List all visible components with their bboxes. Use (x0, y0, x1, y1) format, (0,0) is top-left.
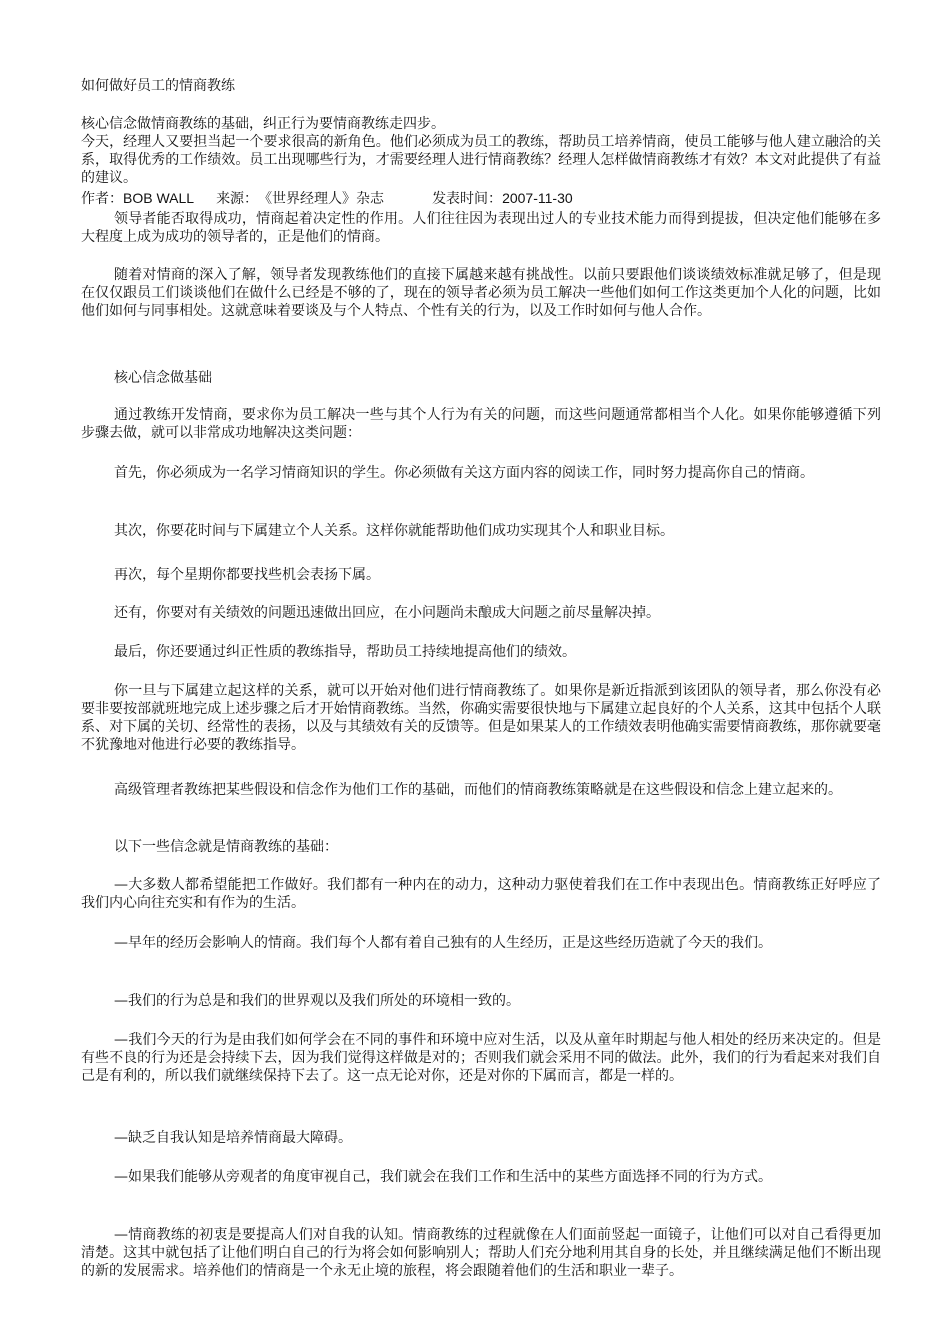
paragraph: 你一旦与下属建立起这样的关系，就可以开始对他们进行情商教练了。如果你是新近指派到该团队的领导者，那么你没有必要非要按部就班地完成上述步骤之后才开始情商教练。当然，你确实需要很快地与下属建立起良好的个人关系，这其中包括个人联系、对下属的关切、经常性的表扬，以及与其绩效有关的反馈等。但是如果某人的工作绩效表明他确实需要情商教练，那你就要毫不犹豫地对他进行必要的教练指导。 (81, 683, 881, 753)
paragraph: 高级管理者教练把某些假设和信念作为他们工作的基础，而他们的情商教练策略就是在这些假设和信念上建立起来的。 (114, 782, 842, 798)
publish-date: 2007-11-30 (502, 190, 573, 206)
belief-item: —我们今天的行为是由我们如何学会在不同的事件和环境中应对生活，以及从童年时期起与他人相处的经历来决定的。但是有些不良的行为还是会持续下去，因为我们觉得这样做是对的；否则我们就会采用不同的做法。此外，我们的行为看起来对我们自己是有利的，所以我们就继续保持下去了。这一点无论对你，还是对你的下属而言，都是一样的。 (81, 1032, 881, 1084)
belief-item: —情商教练的初衷是要提高人们对自我的认知。情商教练的过程就像在人们面前竖起一面镜子，让他们可以对自己看得更加清楚。这其中就包括了让他们明白自己的行为将会如何影响别人；帮助人们充分地利用其自身的长处，并且继续满足他们不断出现的新的发展需求。培养他们的情商是一个永无止境的旅程，将会跟随着他们的生活和职业一辈子。 (81, 1227, 881, 1279)
belief-item: —缺乏自我认知是培养情商最大障碍。 (114, 1130, 352, 1146)
section-heading: 核心信念做基础 (114, 370, 212, 386)
intro-paragraph: 今天，经理人又要担当起一个要求很高的新角色。他们必须成为员工的教练，帮助员工培养情商，使员工能够与他人建立融洽的关系，取得优秀的工作绩效。员工出现哪些行为，才需要经理人进行情商教练？经理人怎样做情商教练才有效？本文对此提供了有益的建议。 (81, 134, 881, 186)
list-item: 其次，你要花时间与下属建立个人关系。这样你就能帮助他们成功实现其个人和职业目标。 (114, 523, 674, 539)
source-name: 《世界经理人》杂志 (258, 191, 385, 207)
summary-line: 核心信念做情商教练的基础，纠正行为要情商教练走四步。 (81, 116, 445, 132)
paragraph: 领导者能否取得成功，情商起着决定性的作用。人们往往因为表现出过人的专业技术能力而得到提拔，但决定他们能够在多大程度上成为成功的领导者的，正是他们的情商。 (81, 211, 881, 245)
belief-item: —早年的经历会影响人的情商。我们每个人都有着自己独有的人生经历，正是这些经历造就了今天的我们。 (114, 935, 772, 951)
author-name: BOB WALL (123, 190, 195, 206)
belief-item: —如果我们能够从旁观者的角度审视自己，我们就会在我们工作和生活中的某些方面选择不同的行为方式。 (114, 1169, 772, 1185)
list-item: 最后，你还要通过纠正性质的教练指导，帮助员工持续地提高他们的绩效。 (114, 644, 576, 660)
paragraph: 以下一些信念就是情商教练的基础： (114, 839, 338, 855)
belief-item: —大多数人都希望能把工作做好。我们都有一种内在的动力，这种动力驱使着我们在工作中表现出色。情商教练正好呼应了我们内心向往充实和有作为的生活。 (81, 877, 881, 911)
paragraph: 通过教练开发情商，要求你为员工解决一些与其个人行为有关的问题，而这些问题通常都相当个人化。如果你能够遵循下列步骤去做，就可以非常成功地解决这类问题： (81, 407, 881, 441)
belief-item: —我们的行为总是和我们的世界观以及我们所处的环境相一致的。 (114, 993, 520, 1009)
list-item: 还有，你要对有关绩效的问题迅速做出回应，在小问题尚未酿成大问题之前尽量解决掉。 (114, 605, 660, 621)
document-title: 如何做好员工的情商教练 (81, 78, 235, 94)
list-item: 再次，每个星期你都要找些机会表扬下属。 (114, 567, 380, 583)
article-meta (81, 189, 881, 208)
date-label: 发表时间： (432, 191, 503, 207)
list-item: 首先，你必须成为一名学习情商知识的学生。你必须做有关这方面内容的阅读工作，同时努力提高你自己的情商。 (114, 465, 814, 481)
source-label: 来源： (216, 191, 259, 207)
paragraph: 随着对情商的深入了解，领导者发现教练他们的直接下属越来越有挑战性。以前只要跟他们谈谈绩效标准就足够了，但是现在仅仅跟员工们谈谈他们在做什么已经是不够的了，现在的领导者必须为员工解决一些他们如何工作这类更加个人化的问题，比如他们如何与同事相处。这就意味着要谈及与个人特点、个性有关的行为，以及工作时如何与他人合作。 (81, 267, 881, 319)
author-label: 作者： (81, 191, 123, 207)
